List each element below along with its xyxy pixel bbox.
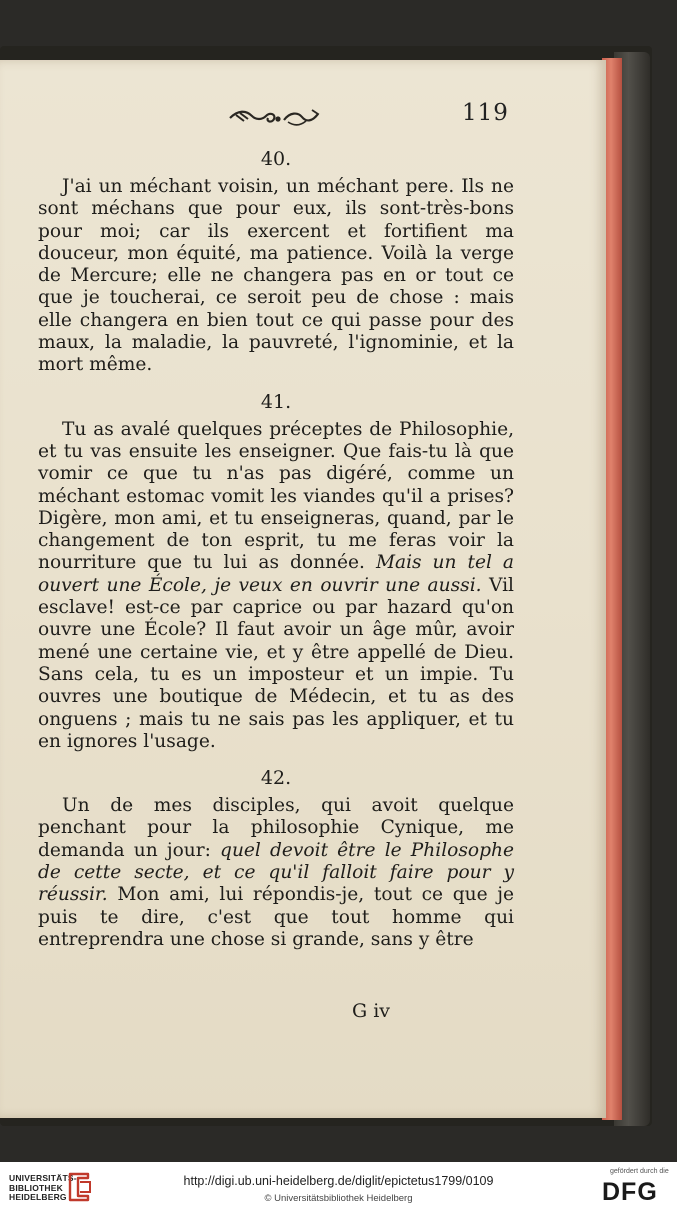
- copyright-notice: © Universitätsbibliothek Heidelberg: [264, 1193, 413, 1204]
- printer-ornament-icon: [228, 106, 322, 130]
- library-name-line-3: HEIDELBERG: [9, 1192, 67, 1203]
- section-41-text-a: Tu as avalé quelques préceptes de Philosophie, et tu vas ensuite les enseigner. Que fais-tu là que vomir ce que tu n'as pas digéré, comme un méchant estomac vomit les viandes qu'il a prises? Digère, mon ami, et tu enseigneras, quand, par le changement de ton esprit, tu me feras voir la nourriture que tu lui as donnée.: [38, 418, 514, 574]
- section-41-quote: Mais un tel a ouvert une École, je veux en ouvrir une aussi.: [38, 552, 514, 596]
- section-42-quote: quel devoit être le Philosophe de cette secte, et ce qu'il falloit faire pour y réussir.: [38, 839, 514, 906]
- section-42-paragraph: [38, 795, 514, 951]
- viewer-footer: [0, 1162, 677, 1213]
- signature-mark: G iv: [352, 1000, 391, 1022]
- section-42-text-b: Mon ami, lui répondis-je, tout ce que je puis te dire, c'est que tout homme qui entreprendra une chose si grande, sans y être: [38, 884, 514, 950]
- permalink-url[interactable]: http://digi.ub.uni-heidelberg.de/diglit/epictetus1799/0109: [183, 1174, 494, 1188]
- section-40-paragraph: J'ai un méchant voisin, un méchant pere. Ils ne sont méchans que pour eux, ils sont-très-bons pour moi; car ils exercent et fortifient ma douceur, mon équité, ma patience. Voilà la verge de Mercure; elle ne changera pas en or tout ce que je toucherai, ce seroit peu de chose : mais elle changera en bien tout ce qui passe pour des maux, la maladie, la pauvreté, l'ignominie, et la mort même.: [38, 176, 514, 376]
- funding-note: gefördert durch die: [610, 1168, 669, 1175]
- section-number-42: 42.: [260, 767, 292, 790]
- library-name-line-1: UNIVERSITÄTS-: [9, 1173, 77, 1183]
- library-name-line-2: BIBLIOTHEK: [9, 1182, 63, 1193]
- dfg-logo: DFG: [602, 1178, 658, 1206]
- page-number: 119: [462, 100, 509, 126]
- section-number-41: 41.: [260, 390, 292, 413]
- section-42-text-a: Un de mes disciples, qui avoit quelque penchant pour la philosophie Cynique, me demanda un jour:: [38, 795, 514, 861]
- page-text: [38, 144, 514, 951]
- section-41-paragraph: [38, 419, 514, 753]
- section-number-40: 40.: [260, 148, 292, 170]
- section-41-text-b: Vil esclave! est-ce par caprice ou par hazard qu'on ouvre une École? Il faut avoir un âge mûr, avoir mené une certaine vie, et y être appellé de Dieu. Sans cela, tu es un imposteur et un impie. Tu ouvres une boutique de Médecin, et tu as des onguens ; mais tu ne sais pas les appliquer, et tu en ignores l'usage.: [38, 574, 514, 752]
